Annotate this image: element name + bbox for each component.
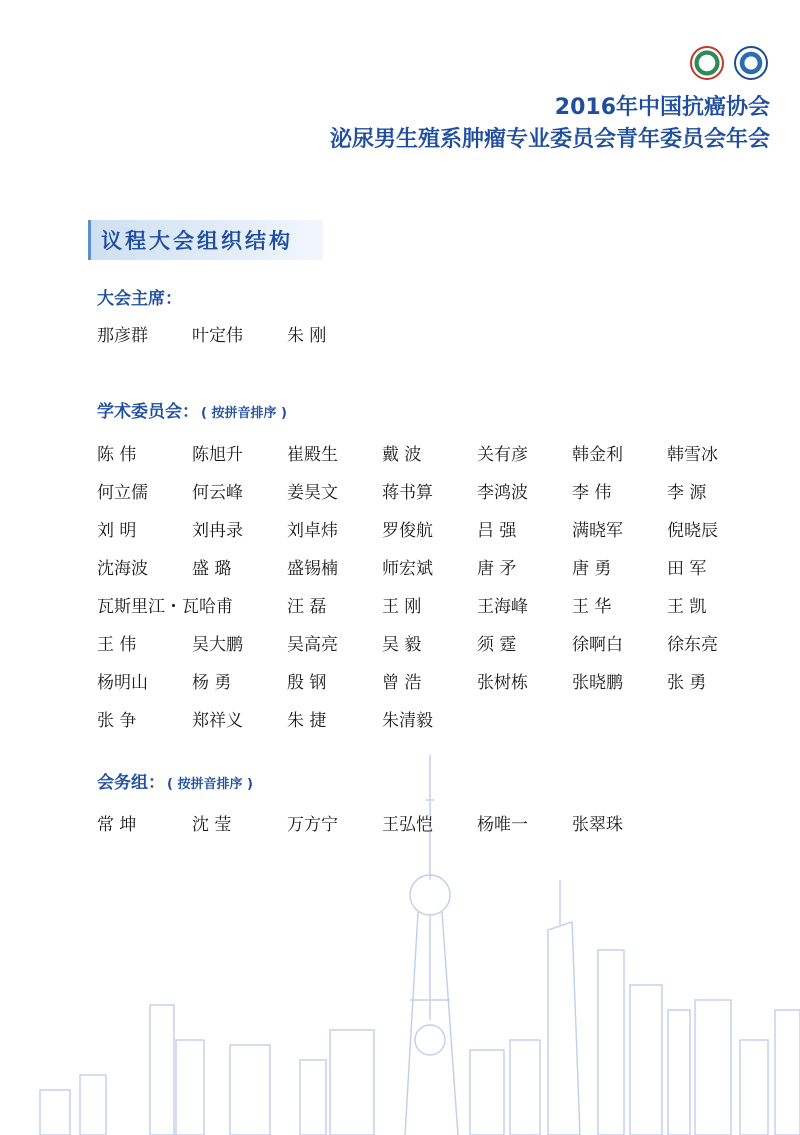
committee-member-name: 田 军 <box>667 558 707 579</box>
committee-member-name: 刘冉录 <box>192 520 243 541</box>
committee-member-name: 何云峰 <box>192 482 243 503</box>
name-row <box>97 509 762 547</box>
committee-member-name: 吕 强 <box>477 520 517 541</box>
chair-name: 朱 刚 <box>287 325 327 346</box>
name-row <box>97 471 762 509</box>
committee-member-name: 师宏斌 <box>382 558 433 579</box>
section-title: 议程大会组织结构 <box>101 229 293 253</box>
committee-member-name: 王 华 <box>572 596 612 617</box>
chairs-heading: 大会主席： <box>97 289 182 309</box>
affairs-name: 万方宁 <box>287 814 338 835</box>
committee-member-name: 关有彦 <box>477 444 528 465</box>
committee-member-name: 蒋书算 <box>382 482 433 503</box>
committee-member-name: 吴高亮 <box>287 634 338 655</box>
committee-member-name: 张晓鹏 <box>572 672 623 693</box>
committee-member-name: 唐 勇 <box>572 558 612 579</box>
committee-member-name: 须 霆 <box>477 634 517 655</box>
committee-member-name: 张 勇 <box>667 672 707 693</box>
committee-member-name: 王 凯 <box>667 596 707 617</box>
conference-title-line1: 2016年中国抗癌协会 <box>554 95 770 120</box>
committee-member-name: 王 伟 <box>97 634 137 655</box>
committee-member-name: 沈海波 <box>97 558 148 579</box>
association-logo-icon <box>690 46 724 80</box>
name-row <box>97 314 382 352</box>
committee-members-grid <box>97 433 762 737</box>
committee-member-name: 杨明山 <box>97 672 148 693</box>
conference-title-line2: 泌尿男生殖系肿瘤专业委员会青年委员会年会 <box>329 127 770 152</box>
affairs-heading-label: 会务组： <box>97 773 165 793</box>
committee-member-name: 徐啊白 <box>572 634 623 655</box>
committee-member-name: 韩金利 <box>572 444 623 465</box>
committee-member-name: 王海峰 <box>477 596 528 617</box>
committee-member-name: 陈 伟 <box>97 444 137 465</box>
affairs-name: 王弘恺 <box>382 814 433 835</box>
logo-group <box>690 46 770 82</box>
committee-member-name: 戴 波 <box>382 444 422 465</box>
committee-member-name: 盛锡楠 <box>287 558 338 579</box>
committee-member-name: 何立儒 <box>97 482 148 503</box>
committee-member-name: 满晓军 <box>572 520 623 541</box>
committee-member-name: 盛 璐 <box>192 558 232 579</box>
committee-member-name: 倪晓辰 <box>667 520 718 541</box>
committee-member-name: 王 刚 <box>382 596 422 617</box>
name-row <box>97 661 762 699</box>
name-row <box>97 585 762 623</box>
committee-member-name: 陈旭升 <box>192 444 243 465</box>
committee-member-name: 罗俊航 <box>382 520 433 541</box>
section-banner <box>88 220 323 260</box>
committee-member-name: 唐 矛 <box>477 558 517 579</box>
committee-member-name: 曾 浩 <box>382 672 422 693</box>
name-row <box>97 623 762 661</box>
committee-logo-icon <box>734 46 768 80</box>
name-row <box>97 547 762 585</box>
affairs-list <box>97 803 667 841</box>
name-row <box>97 803 667 841</box>
committee-heading-label: 学术委员会： <box>97 402 199 422</box>
committee-member-name: 韩雪冰 <box>667 444 718 465</box>
committee-member-name: 杨 勇 <box>192 672 232 693</box>
affairs-name: 常 坤 <box>97 814 137 835</box>
committee-member-name: 李 源 <box>667 482 707 503</box>
committee-member-name: 吴大鹏 <box>192 634 243 655</box>
committee-member-name: 张树栋 <box>477 672 528 693</box>
committee-member-name: 李鸿波 <box>477 482 528 503</box>
committee-member-name: 刘 明 <box>97 520 137 541</box>
affairs-name: 沈 莹 <box>192 814 232 835</box>
committee-sort-note: ( 按拼音排序 ) <box>201 406 287 421</box>
committee-member-name: 朱清毅 <box>382 710 433 731</box>
committee-member-name: 崔殿生 <box>287 444 338 465</box>
committee-member-name: 朱 捷 <box>287 710 327 731</box>
affairs-sort-note: ( 按拼音排序 ) <box>167 777 253 792</box>
committee-heading <box>97 397 287 422</box>
committee-member-name: 徐东亮 <box>667 634 718 655</box>
chair-name: 那彦群 <box>97 325 148 346</box>
committee-member-name: 张 争 <box>97 710 137 731</box>
name-row <box>97 433 762 471</box>
committee-member-name: 姜昊文 <box>287 482 338 503</box>
name-row <box>97 699 762 737</box>
committee-member-name: 刘卓炜 <box>287 520 338 541</box>
affairs-name: 杨唯一 <box>477 814 528 835</box>
chair-name: 叶定伟 <box>192 325 243 346</box>
committee-member-name: 李 伟 <box>572 482 612 503</box>
committee-member-name: 瓦斯里江・瓦哈甫 <box>97 596 233 617</box>
affairs-heading <box>97 768 253 793</box>
affairs-name: 张翠珠 <box>572 814 623 835</box>
committee-member-name: 吴 毅 <box>382 634 422 655</box>
committee-member-name: 殷 钢 <box>287 672 327 693</box>
committee-member-name: 郑祥义 <box>192 710 243 731</box>
chairs-list <box>97 314 382 352</box>
committee-member-name: 汪 磊 <box>287 596 327 617</box>
